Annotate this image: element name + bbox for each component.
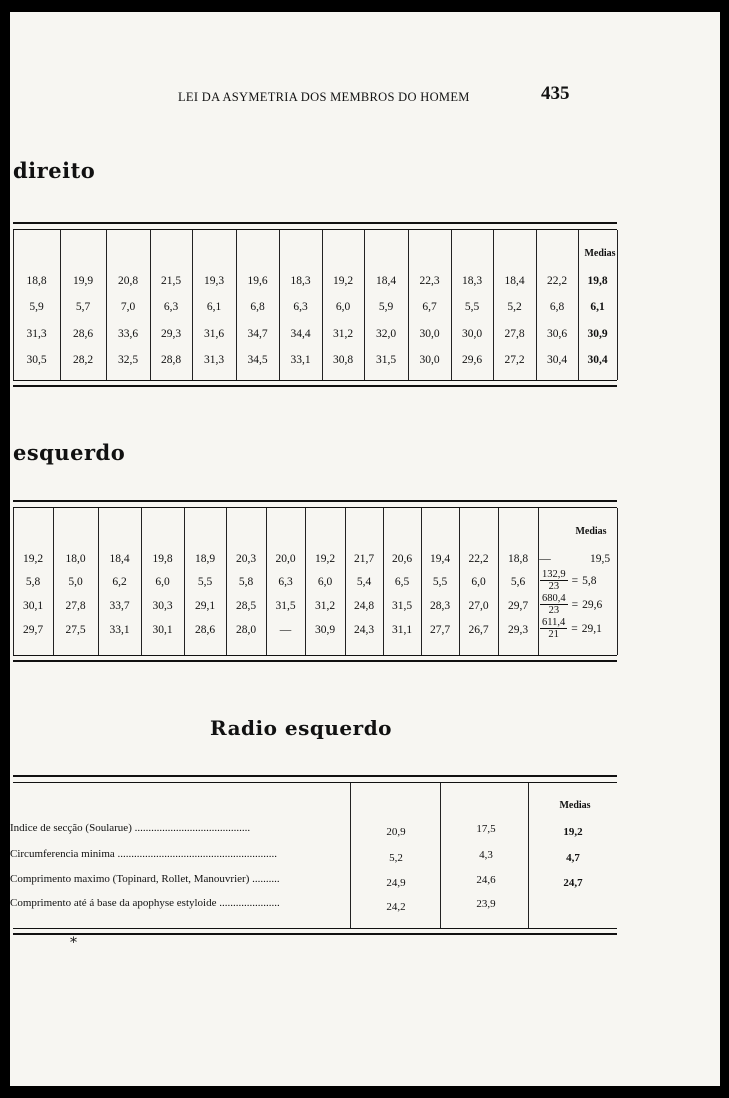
- medias-value: 5,8: [582, 574, 597, 587]
- table-cell: 19,2: [332, 275, 354, 287]
- table-rule: [13, 380, 617, 381]
- table-cell: 30,6: [546, 328, 568, 340]
- table-cell: 24,6: [476, 874, 496, 886]
- table-cell: 6,7: [422, 301, 437, 313]
- table-cell: 29,3: [507, 624, 529, 636]
- table-cell: 31,2: [332, 328, 354, 340]
- footnote-asterisk: *: [70, 935, 77, 951]
- table-cell: 5,2: [507, 301, 522, 313]
- table-cell: 4,7: [566, 852, 580, 864]
- table-cell: 19,6: [247, 275, 268, 287]
- table-cell: 6,8: [250, 301, 265, 313]
- table-cell: 28,6: [194, 624, 216, 636]
- table-cell: 28,8: [160, 354, 182, 366]
- table-rule: [13, 500, 617, 502]
- column-divider: [350, 783, 351, 928]
- fraction-numerator: 132,9: [542, 569, 566, 580]
- table-cell: 5,8: [238, 576, 254, 588]
- table-cell: 24,9: [386, 877, 406, 889]
- table-cell: 31,5: [275, 600, 296, 612]
- table-cell: 28,5: [235, 600, 257, 612]
- table-cell: 29,3: [160, 328, 182, 340]
- table-cell: 24,2: [386, 901, 406, 913]
- table-cell: 4,3: [479, 849, 493, 861]
- table-cell: 6,1: [590, 301, 605, 313]
- table-cell: 33,1: [109, 624, 130, 636]
- table-cell: 6,3: [293, 301, 308, 313]
- row-label: Comprimento maximo (Topinard, Rollet, Manouvrier) ..........: [10, 873, 280, 885]
- table-cell: 5,2: [389, 852, 403, 864]
- table-cell: 5,0: [68, 576, 83, 588]
- page-number: 435: [541, 83, 570, 104]
- table-cell: 18,4: [504, 275, 525, 287]
- table-cell: 30,1: [152, 624, 173, 636]
- table-cell: 6,0: [155, 576, 170, 588]
- medias-fraction: [540, 593, 602, 616]
- table-rule: [13, 933, 617, 935]
- table-cell: 18,4: [375, 275, 397, 287]
- medias-header: Medias: [559, 800, 591, 811]
- table-cell: 5,5: [197, 576, 213, 588]
- table-cell: 31,1: [391, 624, 413, 636]
- table-rule: [13, 782, 617, 783]
- table-cell: 6,2: [112, 576, 127, 588]
- table-rule: [13, 660, 617, 662]
- table-cell: 17,5: [476, 823, 496, 835]
- table-cell: 34,7: [247, 328, 268, 340]
- running-header: LEI DA ASYMETRIA DOS MEMBROS DO HOMEM: [178, 90, 470, 104]
- table-cell: 30,0: [419, 328, 440, 340]
- table-rule: [13, 385, 617, 387]
- table-cell: 30,9: [314, 624, 336, 636]
- table-cell: 23,9: [476, 898, 496, 910]
- table-cell: 30,0: [461, 328, 483, 340]
- table-cell: 5,5: [464, 301, 480, 313]
- table-cell: 6,0: [471, 576, 486, 588]
- equals-sign: =: [571, 622, 578, 635]
- table-cell: 33,6: [117, 328, 139, 340]
- table-cell: 5,9: [29, 301, 44, 313]
- table-cell: 18,3: [461, 275, 483, 287]
- table-cell: —: [279, 624, 292, 636]
- table-cell: 18,8: [507, 553, 529, 565]
- table-cell: 6,3: [278, 576, 293, 588]
- table-cell: 30,4: [587, 354, 608, 366]
- medias-dash: —: [539, 553, 551, 565]
- table-cell: 19,8: [587, 275, 608, 287]
- table-cell: 19,2: [22, 553, 44, 565]
- table-cell: 18,4: [109, 553, 130, 565]
- table-cell: 18,0: [65, 553, 86, 565]
- table-cell: 34,5: [247, 354, 268, 366]
- table-cell: 27,0: [468, 600, 489, 612]
- table-cell: 24,7: [563, 877, 583, 889]
- table-cell: 20,0: [275, 553, 296, 565]
- table-cell: 34,4: [290, 328, 311, 340]
- section-title-esquerdo: esquerdo: [13, 440, 126, 465]
- table-cell: 29,7: [507, 600, 529, 612]
- table-cell: 31,3: [26, 328, 47, 340]
- row-label: Comprimento até á base da apophyse estyloide ......................: [10, 897, 280, 909]
- table-cell: 5,4: [356, 576, 372, 588]
- column-divider: [528, 783, 529, 928]
- fraction-numerator: 680,4: [542, 593, 566, 604]
- table-cell: 19,4: [429, 553, 451, 565]
- table-rule: [13, 507, 617, 508]
- table-cell: 32,5: [117, 354, 139, 366]
- fraction-denominator: 23: [548, 605, 560, 616]
- row-label: Circumferencia minima ..........................................................: [10, 848, 278, 860]
- table-cell: 27,7: [429, 624, 451, 636]
- table-cell: 26,7: [468, 624, 489, 636]
- table-cell: 6,0: [335, 301, 351, 313]
- table-cell: 30,8: [332, 354, 354, 366]
- fraction-numerator: 611,4: [542, 617, 566, 628]
- table-rule: [13, 655, 617, 656]
- table-cell: 6,0: [317, 576, 333, 588]
- table-cell: 5,7: [75, 301, 91, 313]
- table-cell: 5,8: [25, 576, 41, 588]
- table-cell: 19,2: [563, 826, 583, 838]
- table-cell: 28,2: [72, 354, 94, 366]
- table-cell: 19,8: [152, 553, 173, 565]
- medias-fraction: [540, 617, 602, 640]
- fraction-denominator: 21: [548, 629, 559, 640]
- equals-sign: =: [571, 574, 579, 587]
- column-divider: [617, 508, 618, 655]
- table-cell: 22,2: [468, 553, 489, 565]
- medias-value: 19,5: [589, 553, 611, 565]
- table-cell: 6,8: [549, 301, 565, 313]
- table-cell: 20,6: [391, 553, 413, 565]
- table-cell: 21,7: [353, 553, 375, 565]
- table-cell: 20,9: [386, 826, 406, 838]
- table-cell: 30,4: [546, 354, 568, 366]
- table-cell: 30,5: [26, 354, 47, 366]
- table-cell: 5,6: [510, 576, 526, 588]
- row-label: Indice de secção (Soularue) ..........................................: [10, 822, 251, 834]
- page: [10, 12, 720, 1086]
- table-cell: 27,5: [65, 624, 86, 636]
- table-cell: 20,3: [235, 553, 257, 565]
- table-cell: 32,0: [375, 328, 397, 340]
- medias-header: Medias: [584, 248, 616, 259]
- table-cell: 22,3: [419, 275, 440, 287]
- table-cell: 27,2: [504, 354, 525, 366]
- column-divider: [440, 783, 441, 928]
- table-cell: 22,2: [546, 275, 568, 287]
- table-cell: 7,0: [120, 301, 136, 313]
- fraction-denominator: 23: [548, 581, 560, 592]
- table-cell: 30,1: [22, 600, 44, 612]
- fraction: [540, 617, 567, 640]
- table-cell: 28,0: [235, 624, 257, 636]
- table-cell: 30,0: [419, 354, 440, 366]
- table-rule: [13, 229, 617, 230]
- table-cell: 28,6: [72, 328, 94, 340]
- table-cell: 18,3: [290, 275, 311, 287]
- table-cell: 29,1: [194, 600, 216, 612]
- table-cell: 31,5: [375, 354, 397, 366]
- table-cell: 19,2: [314, 553, 336, 565]
- table-cell: 18,9: [194, 553, 216, 565]
- table-rule: [13, 775, 617, 777]
- table-cell: 33,7: [109, 600, 130, 612]
- table-cell: 18,8: [26, 275, 47, 287]
- table-cell: 24,3: [353, 624, 375, 636]
- table-cell: 31,3: [203, 354, 225, 366]
- table-cell: 19,9: [72, 275, 94, 287]
- table-cell: 6,1: [206, 301, 222, 313]
- table-cell: 31,5: [391, 600, 413, 612]
- medias-header: Medias: [575, 526, 607, 537]
- section-title-radio: Radio esquerdo: [210, 716, 393, 740]
- medias-value: 29,6: [582, 598, 603, 611]
- table-cell: 6,3: [163, 301, 179, 313]
- fraction: [540, 593, 568, 616]
- table-cell: 27,8: [504, 328, 525, 340]
- table-cell: 28,3: [429, 600, 451, 612]
- table-cell: 31,2: [314, 600, 336, 612]
- table-cell: 5,9: [378, 301, 394, 313]
- table-cell: 27,8: [65, 600, 86, 612]
- table-cell: 5,5: [432, 576, 448, 588]
- fraction: [540, 569, 568, 592]
- table-cell: 29,7: [22, 624, 44, 636]
- medias-value: 29,1: [581, 622, 602, 635]
- table-cell: 20,8: [117, 275, 139, 287]
- table-cell: 6,5: [394, 576, 410, 588]
- table-rule: [13, 222, 617, 224]
- table-cell: 24,8: [353, 600, 375, 612]
- table-cell: 21,5: [160, 275, 182, 287]
- table-rule: [13, 928, 617, 929]
- equals-sign: =: [571, 598, 579, 611]
- table-cell: 19,3: [203, 275, 225, 287]
- table-cell: 30,9: [587, 328, 608, 340]
- section-title-direito: direito: [13, 158, 96, 183]
- table-cell: 33,1: [290, 354, 311, 366]
- table-cell: 30,3: [152, 600, 173, 612]
- medias-fraction: [540, 569, 597, 592]
- table-cell: 29,6: [461, 354, 483, 366]
- table-cell: 31,6: [203, 328, 225, 340]
